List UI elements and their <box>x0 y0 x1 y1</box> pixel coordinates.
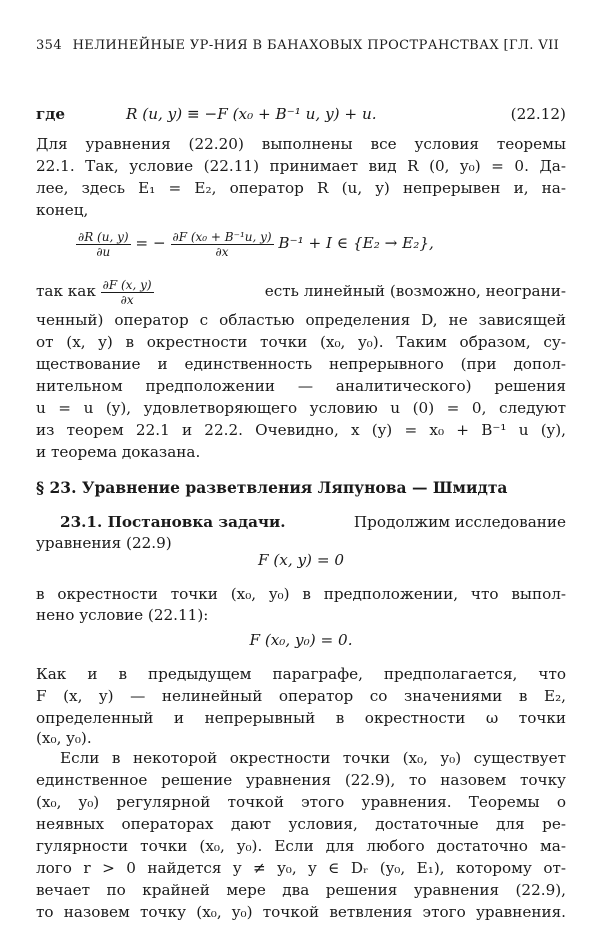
text-line: F (x, y) — нелинейный оператор со значениями в E₂, <box>36 687 566 705</box>
text-line: ченный) оператор с областью определения D, не зависящей <box>36 311 566 329</box>
text-line: и теорема доказана. <box>36 443 201 461</box>
fraction-dF-dx-inline: $\frac{\partial F (x, y)}{\partial x}$ <box>102 277 152 307</box>
subsection-first-line: 23.1. Постановка задачи. Продолжим исследование <box>60 513 566 531</box>
equation-F-zero: F (x, y) = 0 <box>257 551 345 569</box>
page-number: 354 <box>36 38 63 53</box>
running-title: НЕЛИНЕЙНЫЕ УР-НИЯ В БАНАХОВЫХ ПРОСТРАНСТВАХ [ГЛ. VII <box>72 38 560 53</box>
equation-number-22-12: (22.12) <box>510 105 566 123</box>
fraction-dF-dx: $\frac{\text{∂F (x₀ + B⁻¹u, y)}}{\partial x}$ <box>172 229 272 259</box>
text-line: 22.1. Так, условие (22.11) принимает вид R (0, y₀) = 0. Да- <box>36 157 566 175</box>
text-line: то назовем точку (x₀, y₀) точкой ветвления этого уравнения. <box>36 903 566 921</box>
text-line: неявных операторах дают условия, достаточные для ре- <box>36 815 566 833</box>
text-line: из теорем 22.1 и 22.2. Очевидно, x (y) = x₀ + B⁻¹ u (y), <box>36 421 566 439</box>
equation-F-x0-y0: F (x₀, y₀) = 0. <box>249 631 353 649</box>
text-line: лее, здесь E₁ = E₂, оператор R (u, y) непрерывен и, на- <box>36 179 566 197</box>
text-line: от (x, y) в окрестности точки (x₀, y₀). Таким образом, су- <box>36 333 566 351</box>
text-line: конец, <box>36 201 89 219</box>
text-line: Если в некоторой окрестности точки (x₀, y₀) существует <box>60 749 566 767</box>
section-title: § 23. Уравнение разветвления Ляпунова — Шмидта <box>36 478 508 497</box>
text-line: определенный и непрерывный в окрестности ω точки <box>36 709 566 727</box>
text-line: лого r > 0 найдется y ≠ y₀, y ∈ Dᵣ (y₀, E₁), которому от- <box>36 859 566 877</box>
text-line: в окрестности точки (x₀, y₀) в предположении, что выпол- <box>36 585 566 603</box>
text-line: нено условие (22.11): <box>36 606 209 624</box>
text-line: Для уравнения (22.20) выполнены все условия теоремы <box>36 135 566 153</box>
text-line: вечает по крайней мере два решения уравнения (22.9), <box>36 881 566 899</box>
text-line-with-fraction: так как $\frac{\partial F (x, y)}{\partial x}$ есть линейный (возможно, неограни- <box>36 277 566 307</box>
text-line: u = u (y), удовлетворяющего условию u (0) = 0, следуют <box>36 399 566 417</box>
text-line: (x₀, y₀). <box>36 729 92 747</box>
equation-22-12: R (u, y) ≡ −F (x₀ + B⁻¹ u, y) + u. <box>126 105 377 123</box>
fraction-dR-du: $\frac{\partial R (u, y)}{\partial u}$ <box>78 229 129 259</box>
text-line: уравнения (22.9) <box>36 534 172 552</box>
where-word: где <box>36 105 66 123</box>
equation-22-12-line <box>36 104 566 124</box>
text-line: гулярности точки (x₀, y₀). Если для любого достаточно ма- <box>36 837 566 855</box>
page-header <box>36 38 566 53</box>
text-line: (x₀, y₀) регулярной точкой этого уравнения. Теоремы о <box>36 793 566 811</box>
subsection-heading: 23.1. Постановка задачи. <box>60 513 286 531</box>
text-line: Как и в предыдущем параграфе, предполагается, что <box>36 665 566 683</box>
derivative-equation: $\frac{\partial R (u, y)}{\partial u}$ = − $\frac{\text{∂F (x₀ + B⁻¹u, y)}}{\partial x}$ B⁻¹ + I ∈ {E₂ → E₂}, <box>78 229 434 259</box>
text-line: единственное решение уравнения (22.9), то назовем точку <box>36 771 566 789</box>
text-line: нительном предположении — аналитического) решения <box>36 377 566 395</box>
text-line: ществование и единственность непрерывного (при допол- <box>36 355 566 373</box>
